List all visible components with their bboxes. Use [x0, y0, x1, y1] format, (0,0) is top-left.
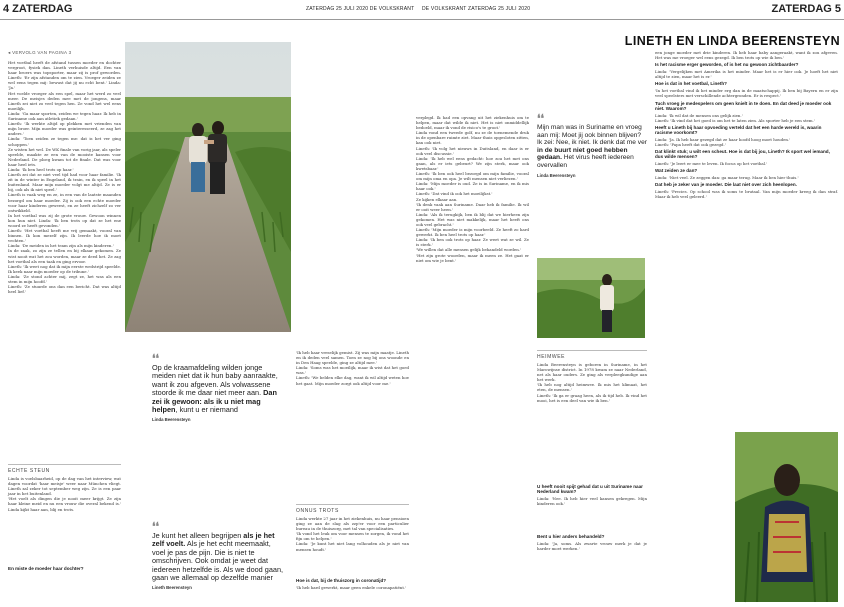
quote-marks-icon: ❛❛: [152, 521, 160, 533]
column-3: [296, 350, 409, 602]
column-4: [416, 115, 529, 602]
quote-3-text: Mijn man was in Suriname en vroeg aan mij: Moet jij ook binnen blijven? Ik zei: Nee, ik niet. Ik denk dat me ver: [537, 124, 647, 147]
quote-2-text: Je kunt het alleen begrijpen: [152, 531, 244, 540]
question-6-3: Tuch vroeg je medespelers om geen knielt in te doen. En dat deed je moeder ook niet. Waarom?: [655, 100, 832, 111]
quote-3-bold: in de buurt niet goed hebben gedaan.: [537, 146, 628, 162]
pull-quote-3: [537, 115, 647, 240]
right-page-number: ZATERDAG 5: [771, 3, 841, 15]
continued-from: [8, 50, 121, 56]
section-echte-steun: ECHTE STEUN: [8, 464, 121, 474]
answer-5a: Linda: 'Nee. Ik heb hier veel kansen gekregen. Mijn kinderen ook.': [537, 496, 649, 507]
article-body-1: Het voetbal heeft de afstand tussen moeder en dochter vergroot, fysiek dan. Lineth verhuisde altijd. Een van haar broers was topsporter, maar zij is prof geworden. Lineth: 'Er zijn afstanden om te zien. Vroeger zeiden ze wel eens tegen mij: bewust dat jij nu echt bent.' Linda: 'Ja.' Het voelde vroeger als een spel, maar het werd zo veel meer. De meisjes deden mee met de jongens, maar Lineth zei niet zo veel tegen hen. Ze vond het wel eens moeilijk. Linda: 'Ga maar sporten, zeiden we tegen haar. Ik heb in Suriname ook aan atletiek gedaan.' Lineth: 'Ik werkte altijd op plekken met vrienden van mijn broer. Mijn moeder was geinteresseerd, ze zag het anders.' Linda: 'Toen zeiden ze tegen me: dat is het ver ging schoppen.' Ze wisten het wel. De WK finale van vorig jaar, als speler speelde, maakte ze een van de mooiste kansen voor Nederland. De ploeg kwam tot de finale. Dat was voor haar heel iets. Linda: 'Ik ben heel trots op haar.' Lineth zei dat ze niet veel tijd had voor haar familie. 'Ik zit in de winter in Engeland, ik train, en ik speel in het buitenland. Maar mijn moeder volgt me altijd. Ze is er bij, ook als ik niet speel.' Lineth is vaak weg en ze, in een van de laatste maanden bezorgd om haar moeder. Zij is ook een echte moeder voor haar kinderen geweest, en ze heeft zichzelf zo ver ontwikkeld. In het voetbal was zij de grote vrouw. Gewoon winnen kon hun niet. Linda: 'Ik ben trots op dat ze het ene woord ze heeft gevonden.' Lineth: 'Het voetbal heeft me vrij gemaakt, vooral van binnen. Ik kon mezelf zijn. Ik leerde hoe ik moet vechten.' Linda: 'De meiden in het team zijn als mijn kinderen.' In de zaak, zo zijn ze tellen en bij elkaar gekomen. Ze wist nooit wat het zou worden, maar ze deed het. Ze zag het voetbal als een taak en ging ervoor. Lineth: 'Ik weet nog dat ik mijn eerste wedstrijd speelde. Ik keek naar mijn moeder op de tribune.' Linda: 'Ze stond achter mij, zegt ze, het was als een stem in mijn hoofd.' Lineth: 'Ze stuurde ons dan een bericht. Dat was altijd heel lief.': [8, 60, 121, 295]
quote-2-credit: Lineth Beerensteyn: [152, 585, 192, 591]
photo-woman-portrait: [735, 432, 838, 602]
question-6-2: Hoe is dat in het voetbal, Lineth?: [655, 81, 727, 87]
section-heimwee: HEIMWEE: [537, 350, 647, 360]
right-paper-line: DE VOLKSKRANT ZATERDAG 25 JULI 2020: [422, 6, 531, 12]
question-6-7: Dat heb je zeker van je moeder. Die laat niet over zich heenlopen.: [655, 182, 797, 188]
quote-3-end: Het virus heeft iedereen overvallen: [537, 154, 634, 169]
small-photo: [537, 258, 645, 338]
answer-3: 'Ik heb hard gewerkt, maar geen enkele coronapatiënt.': [296, 585, 407, 590]
column-6: [655, 50, 838, 430]
section-body-1: Linda is voelsbaarheid, op de dag van het interview, wat dagen voordat 'haar meisje' weer naar München vliegt. Lineth zal zeker tot september weg zijn. Ze is een paar jaar in het buitenland. 'Het voelt als dingen die je nooit meer krijgt. Ze zijn haar kleine meid en nu een vrouw die overal bekend is.' Linda kijkt haar aan, blij en trots.: [8, 476, 121, 512]
answer-6-4: Linda: 'Ja. Ik heb haar gezegd dat ze haar hoofd hoog moet houden.' Lineth: 'Papa heeft dat ook gezegd.': [655, 136, 791, 147]
answer-6-6: Linda: 'Niet veel. Ze zeggen dan: ga maar terug. Maar ik ben hier thuis.': [655, 175, 799, 181]
left-page-number: 4 ZATERDAG: [3, 3, 73, 15]
quote-marks-icon: ❛❛: [537, 113, 545, 125]
portrait-photo: [735, 432, 838, 602]
question-1: En miste de moeder haar dochter?: [8, 566, 84, 571]
answer-6-3: Linda: 'Ik wil dat de mensen ons gelijk zien.' Lineth: 'Ik vind dat het goed is om het te laten zien. Als sporter heb je een stem.': [655, 112, 815, 123]
section-onnus-trots: ONNUS TROTS: [296, 504, 409, 514]
continued-label: VERVOLG VAN PAGINA 3: [12, 50, 72, 55]
left-paper-line: ZATERDAG 25 JULI 2020 DE VOLKSKRANT: [306, 6, 415, 12]
quote-1-end: , kunt u er niemand: [175, 405, 238, 415]
pull-quote-2: [152, 523, 284, 603]
question-6-1: Is het racisme erger geworden, of is het nu gewoon zichtbaarder?: [655, 62, 799, 68]
quote-1-text: Op de kraamafdeling wilden jonge meiden niet dat ik hun baby aanraakte, want ik zou afgeven. Als volwassene stoorde ik me daar niet meer aan.: [152, 363, 278, 398]
quote-marks-icon: ❛❛: [152, 353, 160, 365]
answer-5b: Linda: 'Ja, soms. Als zwarte vrouw merk je dat je harder moet werken.': [537, 541, 649, 552]
question-6-5: Dat klinkt stuk; u wilt een scheut. Hoe is dat bij jou, Lineth? Ik sport wel iemand, dus wilde mensen?: [655, 148, 830, 159]
quote-3-credit: Linda Beerensteyn: [537, 172, 576, 178]
section-body-3: Linda werkte 27 jaar in het ziekenhuis, nu haar pensioen ging ze aan de slag als zzp'er voor een particulier bureau in de thuiszorg, met tal van specialisaties. 'Ik vond het leuk om voor mensen te zorgen, ik vond het fijn om te helpen.' Linda: 'Je kunt het niet lang volhouden als je niet van mensen houdt.': [296, 516, 409, 552]
road-photo: [125, 42, 291, 332]
quote-2-bold: als je het zelf voelt.: [152, 531, 275, 549]
article-body-3: 'Ik heb haar vreselijk gemist. Zij was mijn maatje. Lineth en ik deden veel samen. Toen ze nog bij ons woonde en in Den Haag speelde, ging ze altijd mee.' Linda: 'Soms was het moeilijk, maar ik wist dat het goed was.' Lineth: 'We belden elke dag, want ik wil altijd weten hoe het gaat. Mijn moeder zorgt ook altijd voor me.': [296, 350, 409, 386]
column-5: [537, 350, 647, 602]
answer-6-1: Linda: 'Vergelijken met Amerika is het minder. Maar het is er hier ook. Je hoeft het niet altijd te zien, maar het is er.': [655, 69, 840, 80]
answer-6-5: Lineth: 'Je leert er mee te leven. Ik focus op het voetbal.': [655, 160, 768, 166]
article-body-6: een jonge moeder met drie kinderen. Ik heb haar baby aangeraakt, want ik zou afgeven. Het was me vroeger wel eens gezegd. Ik ben trots op wie ik ben.': [655, 50, 840, 61]
section-body-5: Linda Beerensteyn is geboren in Suriname, in het Marowijnse district. In 1978 kwam ze naar Nederland, net als haar ouders. Ze ging als verpleegkundige aan het werk. 'Ik heb nog altijd heimwee. Ik mis het klimaat, het eten, de mensen.' Lineth: 'Ik ga er graag heen, als ik tijd heb. Ik vind het mooi, het is een deel van wie ik ben.': [537, 362, 647, 403]
quote-2-end: Als je het echt meemaakt, voel je pas de pijn. Die is niet te omschrijven. Ook omdat je weet dat iedereen hetzelfde is. Als we dood gaan, gaan we allemaal op dezelfde manier: [152, 539, 284, 583]
quote-1-credit: Linda Beerensteyn: [152, 417, 191, 423]
arrow-icon: ◂: [8, 50, 13, 55]
question-6-4: Heeft u Lineth bij haar opvoeding verteld dat het een harde wereld is, waarin racisme voorkomt?: [655, 124, 822, 135]
answer-6-2: 'In het voetbal vind ik het minder erg dan in de maatschappij. Ik ben bij Bayern en er zijn veel speelsters met verschillende achtergronden. Er is respect.': [655, 88, 840, 99]
question-3: Hoe is dat, bij de thuiszorg in coronatijd?: [296, 578, 387, 583]
page-header: [0, 0, 844, 20]
photo-woman-in-field: [537, 258, 645, 338]
photo-two-women-on-road: [125, 42, 291, 332]
column-1: [8, 50, 121, 602]
pull-quote-1: [152, 355, 284, 435]
question-5b: Bent u hier anders behandeld?: [537, 534, 605, 539]
article-body-4: verplegd. Ik had een opvang uit het ziekenhuis om te helpen, maar dat wilde ik niet. Het is niet onmiddellijk bedoeld, maar ik vond de risico's te groot.' Linda vond een tweede golf, nu ze de toenemende druk in de openbare ruimte ziet. Maar thuis opgesloten zitten, kan ook niet. Lineth: 'Ik volg het nieuws in Duitsland, en daar is er ook veel discussie.' Linda: 'Ik heb wel eens gedacht: hoe zou het met ons gaan, als er iets gebeurt? We zijn sterk, maar ook kwetsbaar.' Lineth: 'Ik ben ook heel bezorgd om mijn familie, vooral om mijn oma en opa. Je wilt mensen niet verliezen.' Linda: 'Mijn moeder is oud. Ze is in Suriname, en ik mis haar ook.' Lineth: 'Dat vind ik ook het moeilijkst.' Ze kijken elkaar aan. 'Ik denk vaak aan Suriname. Daar heb ik familie. Ik wil er ooit weer heen.' Linda: 'Als ik terugkijk, ben ik blij dat we hierheen zijn gekomen. Het was niet makkelijk, maar het heeft ons ook veel gebracht.' Lineth: 'Mijn moeder is mijn voorbeeld. Ze heeft zo hard gewerkt. Ik ben heel trots op haar.' Linda: 'Ik ben ook trots op haar. Ze weet wat ze wil. Ze is sterk.' 'We willen dat alle mensen gelijk behandeld worden.' 'Het zijn grote woorden, maar ik meen ze. Het gaat er niet om wie je bent.': [416, 115, 529, 263]
question-5a: U heeft nooit spijt gehad dat u uit Suriname naar Nederland kwam?: [537, 484, 643, 494]
spread-title: LINETH EN LINDA BEERENSTEYN: [624, 34, 840, 48]
quote-1-bold: Dan zei ik gewoon: als ik u niet mag helpen: [152, 388, 277, 415]
answer-6-7: Lineth: 'Precies. Op school was ik soms te brutaal. Van mijn moeder kreeg ik dan straf. Maar ik heb veel geleerd.': [655, 189, 840, 200]
question-6-6: Wat zeiden ze dan?: [655, 168, 698, 174]
